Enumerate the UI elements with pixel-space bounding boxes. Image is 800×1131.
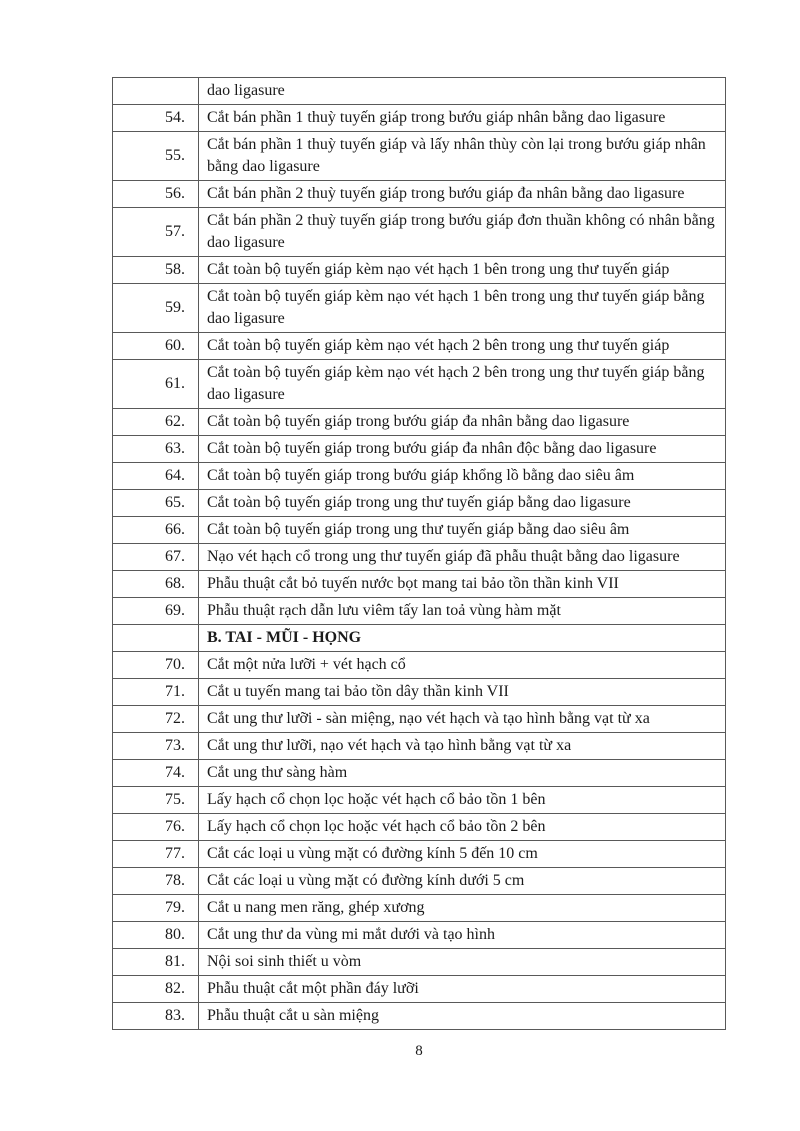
row-description: Lấy hạch cổ chọn lọc hoặc vét hạch cổ bảo tồn 2 bên bbox=[199, 814, 726, 841]
row-description: Cắt ung thư lưỡi, nạo vét hạch và tạo hình bằng vạt từ xa bbox=[199, 733, 726, 760]
row-number: 61. bbox=[113, 360, 199, 409]
table-row bbox=[113, 949, 726, 976]
row-number: 82. bbox=[113, 976, 199, 1003]
table-row bbox=[113, 814, 726, 841]
row-number bbox=[113, 78, 199, 105]
row-description: Phẫu thuật cắt u sàn miệng bbox=[199, 1003, 726, 1030]
table-row bbox=[113, 571, 726, 598]
row-description: Cắt toàn bộ tuyến giáp trong ung thư tuyến giáp bằng dao siêu âm bbox=[199, 517, 726, 544]
row-number: 72. bbox=[113, 706, 199, 733]
row-description: Cắt ung thư da vùng mi mắt dưới và tạo hình bbox=[199, 922, 726, 949]
row-number: 65. bbox=[113, 490, 199, 517]
row-number: 67. bbox=[113, 544, 199, 571]
row-number: 56. bbox=[113, 181, 199, 208]
row-number: 68. bbox=[113, 571, 199, 598]
row-description: Cắt bán phần 2 thuỳ tuyến giáp trong bướu giáp đơn thuần không có nhân bằng dao ligasure bbox=[199, 208, 726, 257]
row-description: Cắt bán phần 1 thuỳ tuyến giáp trong bướu giáp nhân bằng dao ligasure bbox=[199, 105, 726, 132]
row-number: 62. bbox=[113, 409, 199, 436]
page-number: 8 bbox=[415, 1043, 423, 1059]
table-row bbox=[113, 257, 726, 284]
row-number: 63. bbox=[113, 436, 199, 463]
row-number: 57. bbox=[113, 208, 199, 257]
table-row bbox=[113, 598, 726, 625]
row-number: 74. bbox=[113, 760, 199, 787]
table-row bbox=[113, 490, 726, 517]
row-number: 59. bbox=[113, 284, 199, 333]
row-number: 66. bbox=[113, 517, 199, 544]
row-number: 69. bbox=[113, 598, 199, 625]
table-row bbox=[113, 105, 726, 132]
row-number: 71. bbox=[113, 679, 199, 706]
row-number: 83. bbox=[113, 1003, 199, 1030]
row-description: Nạo vét hạch cổ trong ung thư tuyến giáp đã phẫu thuật bằng dao ligasure bbox=[199, 544, 726, 571]
row-description: Cắt u tuyến mang tai bảo tồn dây thần kinh VII bbox=[199, 679, 726, 706]
table-row bbox=[113, 78, 726, 105]
row-description: Cắt toàn bộ tuyến giáp kèm nạo vét hạch 1 bên trong ung thư tuyến giáp bbox=[199, 257, 726, 284]
table-row bbox=[113, 760, 726, 787]
table-row bbox=[113, 1003, 726, 1030]
table-row bbox=[113, 132, 726, 181]
row-number: 55. bbox=[113, 132, 199, 181]
row-description: Cắt các loại u vùng mặt có đường kính dưới 5 cm bbox=[199, 868, 726, 895]
row-description: Cắt ung thư lưỡi - sàn miệng, nạo vét hạch và tạo hình bằng vạt từ xa bbox=[199, 706, 726, 733]
table-row bbox=[113, 922, 726, 949]
row-description: Phẫu thuật cắt một phần đáy lưỡi bbox=[199, 976, 726, 1003]
row-description: Cắt ung thư sàng hàm bbox=[199, 760, 726, 787]
row-number: 81. bbox=[113, 949, 199, 976]
row-description: Cắt toàn bộ tuyến giáp kèm nạo vét hạch 2 bên trong ung thư tuyến giáp bbox=[199, 333, 726, 360]
row-number: 76. bbox=[113, 814, 199, 841]
row-description: Cắt toàn bộ tuyến giáp trong ung thư tuyến giáp bằng dao ligasure bbox=[199, 490, 726, 517]
row-description: B. TAI - MŨI - HỌNG bbox=[199, 625, 726, 652]
row-number: 60. bbox=[113, 333, 199, 360]
row-description: Phẫu thuật cắt bỏ tuyến nước bọt mang tai bảo tồn thần kinh VII bbox=[199, 571, 726, 598]
row-number: 78. bbox=[113, 868, 199, 895]
table-row bbox=[113, 436, 726, 463]
table-row bbox=[113, 517, 726, 544]
row-number: 64. bbox=[113, 463, 199, 490]
row-number: 58. bbox=[113, 257, 199, 284]
row-number: 70. bbox=[113, 652, 199, 679]
row-description: dao ligasure bbox=[199, 78, 726, 105]
row-description: Cắt bán phần 1 thuỳ tuyến giáp và lấy nhân thùy còn lại trong bướu giáp nhân bằng dao ligasure bbox=[199, 132, 726, 181]
row-description: Cắt các loại u vùng mặt có đường kính 5 đến 10 cm bbox=[199, 841, 726, 868]
row-description: Lấy hạch cổ chọn lọc hoặc vét hạch cổ bảo tồn 1 bên bbox=[199, 787, 726, 814]
table-row bbox=[113, 733, 726, 760]
row-number: 75. bbox=[113, 787, 199, 814]
table-row bbox=[113, 181, 726, 208]
table-row bbox=[113, 895, 726, 922]
row-description: Cắt toàn bộ tuyến giáp trong bướu giáp đa nhân bằng dao ligasure bbox=[199, 409, 726, 436]
table-row bbox=[113, 706, 726, 733]
table-row bbox=[113, 679, 726, 706]
table-row bbox=[113, 360, 726, 409]
row-description: Cắt toàn bộ tuyến giáp trong bướu giáp đa nhân độc bằng dao ligasure bbox=[199, 436, 726, 463]
row-description: Cắt một nửa lưỡi + vét hạch cổ bbox=[199, 652, 726, 679]
table-row bbox=[113, 625, 726, 652]
row-number: 79. bbox=[113, 895, 199, 922]
table-row bbox=[113, 463, 726, 490]
row-description: Phẫu thuật rạch dẫn lưu viêm tấy lan toả vùng hàm mặt bbox=[199, 598, 726, 625]
table-row bbox=[113, 284, 726, 333]
row-description: Cắt u nang men răng, ghép xương bbox=[199, 895, 726, 922]
row-number: 54. bbox=[113, 105, 199, 132]
procedures-table bbox=[112, 77, 726, 1030]
procedures-table-body bbox=[113, 78, 726, 1030]
row-description: Cắt bán phần 2 thuỳ tuyến giáp trong bướu giáp đa nhân bằng dao ligasure bbox=[199, 181, 726, 208]
row-description: Nội soi sinh thiết u vòm bbox=[199, 949, 726, 976]
table-row bbox=[113, 652, 726, 679]
row-number: 80. bbox=[113, 922, 199, 949]
table-row bbox=[113, 787, 726, 814]
row-number: 73. bbox=[113, 733, 199, 760]
table-row bbox=[113, 841, 726, 868]
row-number bbox=[113, 625, 199, 652]
table-row bbox=[113, 409, 726, 436]
table-row bbox=[113, 208, 726, 257]
table-row bbox=[113, 868, 726, 895]
table-row bbox=[113, 544, 726, 571]
row-number: 77. bbox=[113, 841, 199, 868]
row-description: Cắt toàn bộ tuyến giáp trong bướu giáp khổng lồ bằng dao siêu âm bbox=[199, 463, 726, 490]
row-description: Cắt toàn bộ tuyến giáp kèm nạo vét hạch 1 bên trong ung thư tuyến giáp bằng dao ligasure bbox=[199, 284, 726, 333]
table-row bbox=[113, 333, 726, 360]
row-description: Cắt toàn bộ tuyến giáp kèm nạo vét hạch 2 bên trong ung thư tuyến giáp bằng dao ligasure bbox=[199, 360, 726, 409]
table-row bbox=[113, 976, 726, 1003]
